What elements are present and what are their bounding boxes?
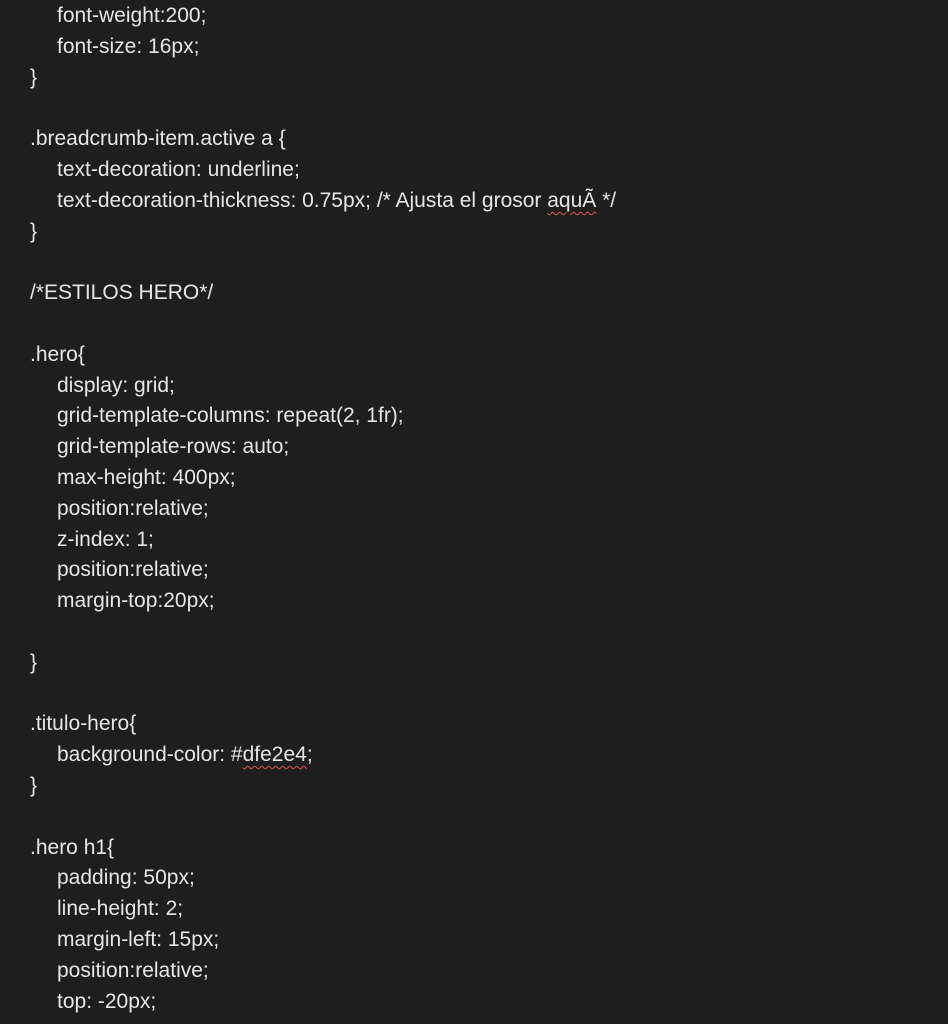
code-line[interactable] xyxy=(30,186,616,217)
code-text: margin-top:20px; xyxy=(57,589,215,613)
code-line[interactable] xyxy=(30,925,616,956)
code-line[interactable] xyxy=(30,278,616,309)
code-line[interactable] xyxy=(30,894,616,925)
code-text: display: grid; xyxy=(57,373,175,397)
code-line[interactable] xyxy=(30,63,616,94)
code-line[interactable] xyxy=(30,340,616,371)
code-line[interactable] xyxy=(30,709,616,740)
code-text: */ xyxy=(596,188,617,212)
code-line[interactable] xyxy=(30,863,616,894)
code-text: position:relative; xyxy=(57,558,209,582)
code-line[interactable] xyxy=(30,740,616,771)
code-text: position:relative; xyxy=(57,496,209,520)
code-line[interactable] xyxy=(30,494,616,525)
code-line[interactable] xyxy=(30,987,616,1018)
code-text: font-weight:200; xyxy=(57,4,207,27)
code-text: position:relative; xyxy=(57,958,209,982)
code-text: top: -20px; xyxy=(57,989,157,1013)
code-text: .titulo-hero{ xyxy=(30,712,137,736)
code-line[interactable] xyxy=(30,155,616,186)
code-text: margin-left: 15px; xyxy=(57,927,220,951)
code-text: font-size: 16px; xyxy=(57,34,200,58)
code-text: line-height: 2; xyxy=(57,897,184,921)
code-line[interactable] xyxy=(30,833,616,864)
code-line[interactable] xyxy=(30,802,616,833)
code-line[interactable] xyxy=(30,401,616,432)
code-line[interactable] xyxy=(30,124,616,155)
code-text: text-decoration-thickness: 0.75px; /* Ajusta el grosor xyxy=(57,188,548,212)
code-line[interactable] xyxy=(30,771,616,802)
code-line[interactable] xyxy=(30,463,616,494)
code-text: } xyxy=(30,773,38,797)
code-text: padding: 50px; xyxy=(57,866,195,890)
code-text: .hero h1{ xyxy=(30,835,115,859)
code-text: } xyxy=(30,219,38,243)
code-line[interactable] xyxy=(30,586,616,617)
code-text: z-index: 1; xyxy=(57,527,154,551)
code-text: grid-template-columns: repeat(2, 1fr); xyxy=(57,404,404,428)
code-line[interactable] xyxy=(30,432,616,463)
code-text: } xyxy=(30,65,38,89)
code-text: text-decoration: underline; xyxy=(57,157,300,181)
spellcheck-flagged-word: dfe2e4 xyxy=(242,743,307,767)
code-text: .hero{ xyxy=(30,342,85,366)
code-line[interactable] xyxy=(30,648,616,679)
code-lines[interactable] xyxy=(30,0,616,1017)
code-line[interactable] xyxy=(30,32,616,63)
code-text: background-color: # xyxy=(57,743,243,767)
code-text: /*ESTILOS HERO*/ xyxy=(30,281,214,305)
code-line[interactable] xyxy=(30,93,616,124)
code-line[interactable] xyxy=(30,617,616,648)
code-text: max-height: 400px; xyxy=(57,465,236,489)
code-line[interactable] xyxy=(30,309,616,340)
code-text: } xyxy=(30,650,38,674)
code-line[interactable] xyxy=(30,217,616,248)
code-text: .breadcrumb-item.active a { xyxy=(30,127,286,151)
code-line[interactable] xyxy=(30,555,616,586)
code-line[interactable] xyxy=(30,371,616,402)
code-line[interactable] xyxy=(30,956,616,987)
spellcheck-flagged-word: aquÃ xyxy=(547,188,597,212)
code-line[interactable] xyxy=(30,1,616,32)
code-text: grid-template-rows: auto; xyxy=(57,435,290,459)
code-line[interactable] xyxy=(30,525,616,556)
code-line[interactable] xyxy=(30,679,616,710)
code-text: ; xyxy=(306,743,313,767)
code-line[interactable] xyxy=(30,247,616,278)
